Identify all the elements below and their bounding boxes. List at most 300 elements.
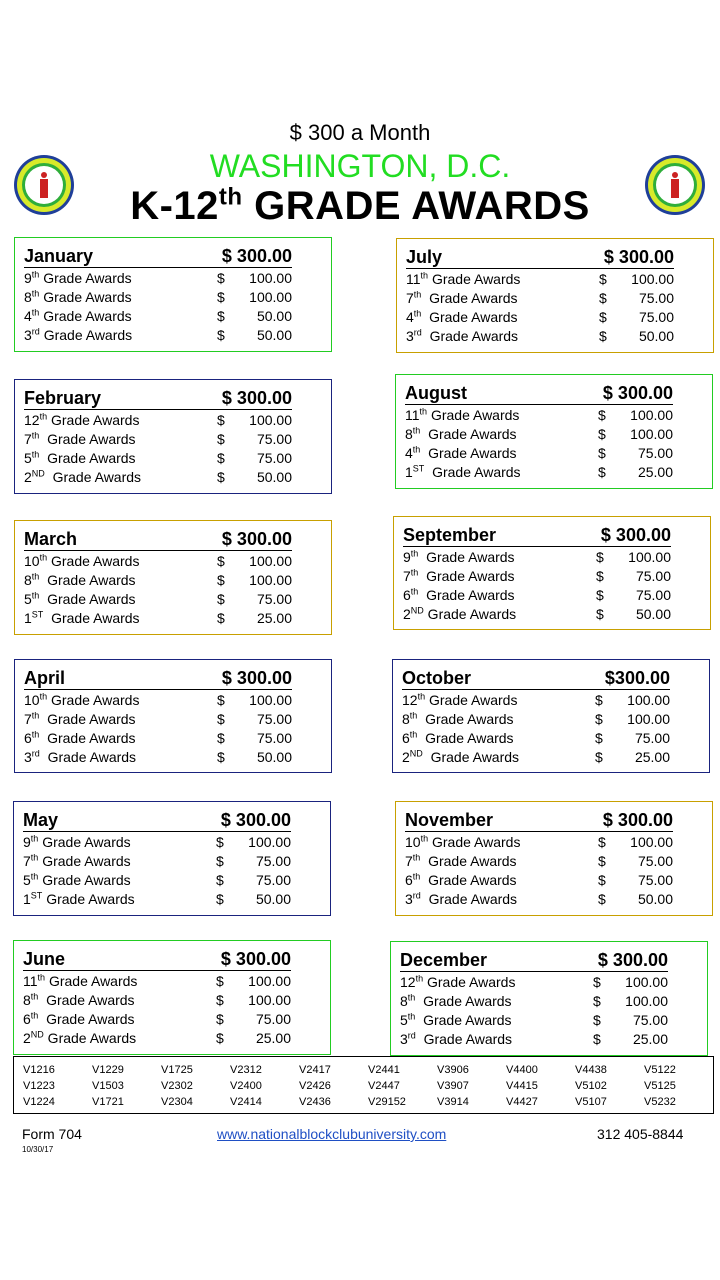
award-amount: 50.00 (635, 605, 671, 622)
month-total: $ 300.00 (602, 383, 673, 403)
grade-number: 9 (24, 269, 32, 286)
code-cell: V2312 (230, 1064, 262, 1076)
grade-text: Grade Awards (418, 586, 515, 603)
award-amount: 100.00 (630, 406, 673, 423)
dollar-sign: $ (217, 691, 225, 708)
grade-number: 8 (405, 425, 413, 442)
award-amount: 100.00 (248, 991, 291, 1008)
grade-suffix: th (420, 832, 429, 843)
code-cell: V1223 (23, 1080, 55, 1092)
grade-number: 8 (24, 288, 32, 305)
grade-text: Grade Awards (420, 890, 518, 907)
grade-text: Grade Awards (425, 691, 518, 708)
title-pre: K-12 (130, 184, 219, 228)
dollar-sign: $ (217, 269, 225, 286)
codes-row (23, 1078, 713, 1094)
dollar-sign: $ (216, 833, 224, 850)
grade-label (405, 853, 598, 869)
award-row (24, 306, 292, 325)
code-cell: V1224 (23, 1096, 55, 1108)
month-box-february (14, 379, 332, 494)
award-amount: 75.00 (637, 444, 673, 461)
grade-number: 3 (400, 1030, 408, 1047)
grade-suffix: rd (31, 747, 40, 758)
award-row (23, 889, 291, 908)
award-amount: 75.00 (638, 289, 674, 306)
grade-text: Grade Awards (421, 308, 518, 325)
grade-text: Grade Awards (43, 609, 140, 626)
award-row (403, 566, 671, 585)
grade-number: 1 (24, 609, 32, 626)
title-post: GRADE AWARDS (242, 184, 590, 228)
month-total: $ 300.00 (597, 950, 668, 970)
award-amount: 100.00 (249, 411, 292, 428)
form-number: Form 704 (22, 1126, 82, 1142)
code-cell: V5122 (644, 1064, 676, 1076)
grade-text: Grade Awards (38, 833, 131, 850)
grade-text: Grade Awards (417, 729, 514, 746)
award-amount: 75.00 (256, 710, 292, 727)
award-row (400, 991, 668, 1010)
award-row (405, 424, 673, 443)
award-amount: 100.00 (627, 710, 670, 727)
month-header (403, 523, 671, 547)
grade-text: Grade Awards (38, 852, 131, 869)
grade-suffix: th (39, 410, 48, 421)
grade-suffix: ND (31, 467, 45, 478)
dollar-sign: $ (595, 691, 603, 708)
grade-number: 2 (402, 748, 410, 765)
code-cell: V1725 (161, 1064, 193, 1076)
grade-text: Grade Awards (45, 972, 138, 989)
grade-text: Grade Awards (38, 1010, 135, 1027)
grade-text: Grade Awards (417, 710, 514, 727)
month-header (24, 666, 292, 690)
dollar-sign: $ (599, 327, 607, 344)
grade-number: 6 (403, 586, 411, 603)
grade-text: Grade Awards (39, 729, 136, 746)
month-name: September (403, 525, 497, 545)
award-amount: 75.00 (638, 308, 674, 325)
grade-text: Grade Awards (39, 326, 133, 343)
codes-table (13, 1056, 714, 1114)
dollar-sign: $ (217, 326, 225, 343)
grade-number: 4 (24, 307, 32, 324)
logo-right (645, 155, 705, 215)
month-header (402, 666, 670, 690)
dollar-sign: $ (596, 605, 604, 622)
award-row (402, 728, 670, 747)
award-row (24, 410, 292, 429)
grade-suffix: th (31, 448, 40, 459)
month-header (406, 245, 674, 269)
dollar-sign: $ (217, 609, 225, 626)
dollar-sign: $ (217, 552, 225, 569)
grade-text: Grade Awards (39, 590, 136, 607)
award-row (24, 268, 292, 287)
grade-text: Grade Awards (39, 449, 136, 466)
grade-text: Grade Awards (420, 852, 517, 869)
month-name: October (402, 668, 472, 688)
grade-suffix: th (409, 709, 418, 720)
grade-text: Grade Awards (47, 411, 140, 428)
grade-label (403, 606, 596, 622)
dollar-sign: $ (217, 590, 225, 607)
month-name: April (24, 668, 66, 688)
grade-text: Grade Awards (428, 270, 521, 287)
award-row (403, 585, 671, 604)
grade-suffix: th (412, 443, 421, 454)
grade-label (406, 290, 599, 306)
grade-label (23, 872, 216, 888)
grade-text: Grade Awards (39, 269, 132, 286)
dollar-sign: $ (216, 1010, 224, 1027)
grade-number: 7 (405, 852, 413, 869)
grade-number: 3 (24, 748, 32, 765)
grade-label (400, 974, 593, 990)
grade-label (400, 993, 593, 1009)
grade-text: Grade Awards (38, 871, 131, 888)
grade-suffix: th (407, 1010, 416, 1021)
award-amount: 50.00 (255, 890, 291, 907)
award-row (406, 326, 674, 345)
grade-label (402, 711, 595, 727)
award-row (406, 307, 674, 326)
grade-text: Grade Awards (39, 748, 137, 765)
grade-number: 11 (406, 270, 421, 287)
month-box-july (396, 238, 714, 353)
award-row (402, 709, 670, 728)
grade-suffix: th (407, 991, 416, 1002)
grade-suffix: ND (410, 604, 424, 615)
grade-number: 4 (405, 444, 413, 461)
award-amount: 50.00 (256, 748, 292, 765)
award-row (405, 405, 673, 424)
grade-text: Grade Awards (420, 871, 517, 888)
code-cell: V29152 (368, 1096, 406, 1108)
grade-text: Grade Awards (421, 289, 518, 306)
grade-text: Grade Awards (418, 567, 515, 584)
award-amount: 75.00 (635, 567, 671, 584)
dollar-sign: $ (217, 729, 225, 746)
grade-label (405, 891, 598, 907)
grade-label (403, 568, 596, 584)
award-amount: 100.00 (248, 833, 291, 850)
month-header (400, 948, 668, 972)
dollar-sign: $ (598, 425, 606, 442)
form-date: 10/30/17 (22, 1145, 54, 1154)
code-cell: V4415 (506, 1080, 538, 1092)
grade-label (406, 309, 599, 325)
dollar-sign: $ (598, 406, 606, 423)
code-cell: V1229 (92, 1064, 124, 1076)
grade-suffix: th (31, 589, 40, 600)
grade-label (405, 464, 598, 480)
code-cell: V5107 (575, 1096, 607, 1108)
month-total: $ 300.00 (603, 247, 674, 267)
month-name: July (406, 247, 443, 267)
month-total: $300.00 (604, 668, 670, 688)
month-name: November (405, 810, 494, 830)
dollar-sign: $ (595, 748, 603, 765)
dollar-sign: $ (598, 871, 606, 888)
grade-text: Grade Awards (43, 1029, 137, 1046)
grade-text: Grade Awards (47, 691, 140, 708)
code-cell: V3914 (437, 1096, 469, 1108)
month-total: $ 300.00 (221, 246, 292, 266)
grade-label (402, 692, 595, 708)
grade-text: Grade Awards (39, 307, 132, 324)
award-row (405, 443, 673, 462)
grade-text: Grade Awards (420, 425, 517, 442)
grade-suffix: th (413, 288, 422, 299)
dollar-sign: $ (593, 992, 601, 1009)
month-box-august (395, 374, 713, 489)
grade-suffix: th (30, 990, 39, 1001)
dollar-sign: $ (217, 307, 225, 324)
dollar-sign: $ (593, 1030, 601, 1047)
dollar-sign: $ (217, 449, 225, 466)
dollar-sign: $ (217, 710, 225, 727)
month-total: $ 300.00 (220, 810, 291, 830)
month-box-march (14, 520, 332, 635)
code-cell: V2302 (161, 1080, 193, 1092)
month-box-october (392, 659, 710, 773)
award-amount: 25.00 (256, 609, 292, 626)
grade-suffix: rd (31, 325, 40, 336)
grade-label (403, 587, 596, 603)
award-row (402, 690, 670, 709)
grade-label (23, 1011, 216, 1027)
month-total: $ 300.00 (220, 949, 291, 969)
grade-number: 9 (23, 833, 31, 850)
grade-suffix: th (30, 832, 39, 843)
grade-suffix: ND (409, 747, 423, 758)
grade-number: 2 (403, 605, 411, 622)
award-row (24, 570, 292, 589)
grade-suffix: th (412, 851, 421, 862)
award-amount: 75.00 (256, 729, 292, 746)
grade-label (24, 591, 217, 607)
award-row (23, 1028, 291, 1047)
award-row (403, 547, 671, 566)
grade-label (406, 328, 599, 344)
dollar-sign: $ (216, 852, 224, 869)
grade-suffix: th (31, 570, 40, 581)
dollar-sign: $ (598, 852, 606, 869)
grade-number: 7 (23, 852, 31, 869)
grade-number: 10 (24, 552, 40, 569)
award-row (400, 1010, 668, 1029)
code-cell: V2441 (368, 1064, 400, 1076)
award-amount: 75.00 (634, 729, 670, 746)
award-amount: 75.00 (255, 852, 291, 869)
code-cell: V3907 (437, 1080, 469, 1092)
grade-number: 7 (24, 710, 32, 727)
month-total: $ 300.00 (602, 810, 673, 830)
grade-text: Grade Awards (418, 548, 515, 565)
dollar-sign: $ (596, 567, 604, 584)
grade-suffix: th (31, 728, 40, 739)
award-amount: 25.00 (634, 748, 670, 765)
month-header (23, 808, 291, 832)
grade-number: 5 (24, 590, 32, 607)
award-amount: 100.00 (248, 972, 291, 989)
grade-label (405, 834, 598, 850)
award-row (24, 325, 292, 344)
dollar-sign: $ (217, 411, 225, 428)
dollar-sign: $ (595, 710, 603, 727)
grade-number: 4 (406, 308, 414, 325)
code-cell: V1216 (23, 1064, 55, 1076)
code-cell: V1721 (92, 1096, 124, 1108)
award-row (405, 832, 673, 851)
dollar-sign: $ (217, 468, 225, 485)
grade-suffix: ST (30, 889, 43, 900)
award-row (24, 709, 292, 728)
grade-number: 10 (24, 691, 40, 708)
month-header (23, 947, 291, 971)
award-amount: 100.00 (630, 425, 673, 442)
grade-number: 5 (24, 449, 32, 466)
grade-text: Grade Awards (424, 463, 521, 480)
grade-number: 12 (402, 691, 418, 708)
city-title: WASHINGTON, D.C. (209, 148, 511, 184)
month-name: June (23, 949, 66, 969)
award-row (406, 288, 674, 307)
codes-row (23, 1062, 713, 1078)
month-box-november (395, 801, 713, 916)
dollar-sign: $ (598, 463, 606, 480)
award-row (23, 851, 291, 870)
month-header (405, 808, 673, 832)
grade-label (23, 973, 216, 989)
dollar-sign: $ (598, 444, 606, 461)
award-amount: 25.00 (637, 463, 673, 480)
award-row (24, 690, 292, 709)
month-box-december (390, 941, 708, 1056)
award-amount: 75.00 (256, 449, 292, 466)
grade-text: Grade Awards (427, 406, 520, 423)
grade-suffix: ST (412, 462, 425, 473)
grade-label (405, 407, 598, 423)
grade-suffix: th (415, 972, 424, 983)
grade-text: Grade Awards (38, 991, 135, 1008)
dollar-sign: $ (599, 308, 607, 325)
month-header (405, 381, 673, 405)
grade-label (405, 445, 598, 461)
award-amount: 75.00 (637, 852, 673, 869)
award-amount: 75.00 (256, 590, 292, 607)
grade-number: 1 (405, 463, 413, 480)
grade-suffix: th (31, 306, 40, 317)
grade-text: Grade Awards (39, 710, 136, 727)
page-title (0, 184, 720, 229)
month-name: May (23, 810, 59, 830)
grade-suffix: th (410, 585, 419, 596)
grade-label (24, 469, 217, 485)
award-row (405, 462, 673, 481)
person-icon (40, 172, 48, 198)
grade-number: 8 (24, 571, 32, 588)
grade-suffix: th (419, 405, 428, 416)
grade-suffix: th (410, 566, 419, 577)
code-cell: V4438 (575, 1064, 607, 1076)
code-cell: V2417 (299, 1064, 331, 1076)
award-amount: 75.00 (255, 1010, 291, 1027)
grade-suffix: th (409, 728, 418, 739)
grade-suffix: th (420, 269, 429, 280)
grade-suffix: th (412, 870, 421, 881)
dollar-sign: $ (216, 991, 224, 1008)
grade-suffix: th (37, 971, 46, 982)
code-cell: V2400 (230, 1080, 262, 1092)
grade-number: 3 (406, 327, 414, 344)
award-amount: 75.00 (637, 871, 673, 888)
dollar-sign: $ (217, 288, 225, 305)
award-row (403, 604, 671, 623)
grade-number: 8 (400, 992, 408, 1009)
grade-number: 8 (402, 710, 410, 727)
grade-number: 6 (405, 871, 413, 888)
dollar-sign: $ (595, 729, 603, 746)
grade-suffix: rd (413, 326, 422, 337)
award-row (24, 608, 292, 627)
award-amount: 75.00 (256, 430, 292, 447)
code-cell: V2426 (299, 1080, 331, 1092)
grade-number: 9 (403, 548, 411, 565)
code-cell: V2436 (299, 1096, 331, 1108)
dollar-sign: $ (599, 270, 607, 287)
website-link[interactable]: www.nationalblockclubuniversity.com (217, 1126, 447, 1142)
award-row (24, 429, 292, 448)
grade-text: Grade Awards (423, 605, 517, 622)
award-row (402, 747, 670, 766)
grade-suffix: th (417, 690, 426, 701)
grade-number: 1 (23, 890, 31, 907)
award-row (400, 1029, 668, 1048)
dollar-sign: $ (593, 1011, 601, 1028)
grade-label (24, 572, 217, 588)
dollar-sign: $ (593, 973, 601, 990)
grade-label (405, 426, 598, 442)
dollar-sign: $ (216, 871, 224, 888)
award-amount: 100.00 (249, 571, 292, 588)
award-row (405, 851, 673, 870)
code-cell: V4400 (506, 1064, 538, 1076)
award-amount: 50.00 (638, 327, 674, 344)
award-amount: 50.00 (256, 468, 292, 485)
grade-suffix: rd (412, 889, 421, 900)
code-cell: V3906 (437, 1064, 469, 1076)
grade-number: 7 (24, 430, 32, 447)
dollar-sign: $ (596, 548, 604, 565)
grade-label (23, 1030, 216, 1046)
month-total: $ 300.00 (600, 525, 671, 545)
month-total: $ 300.00 (221, 388, 292, 408)
award-amount: 100.00 (249, 288, 292, 305)
grade-text: Grade Awards (415, 992, 512, 1009)
grade-label (400, 1012, 593, 1028)
month-box-may (13, 801, 331, 916)
award-row (24, 448, 292, 467)
grade-label (24, 749, 217, 765)
grade-label (23, 992, 216, 1008)
code-cell: V1503 (92, 1080, 124, 1092)
month-box-january (14, 237, 332, 352)
grade-label (24, 692, 217, 708)
grade-suffix: th (31, 429, 40, 440)
